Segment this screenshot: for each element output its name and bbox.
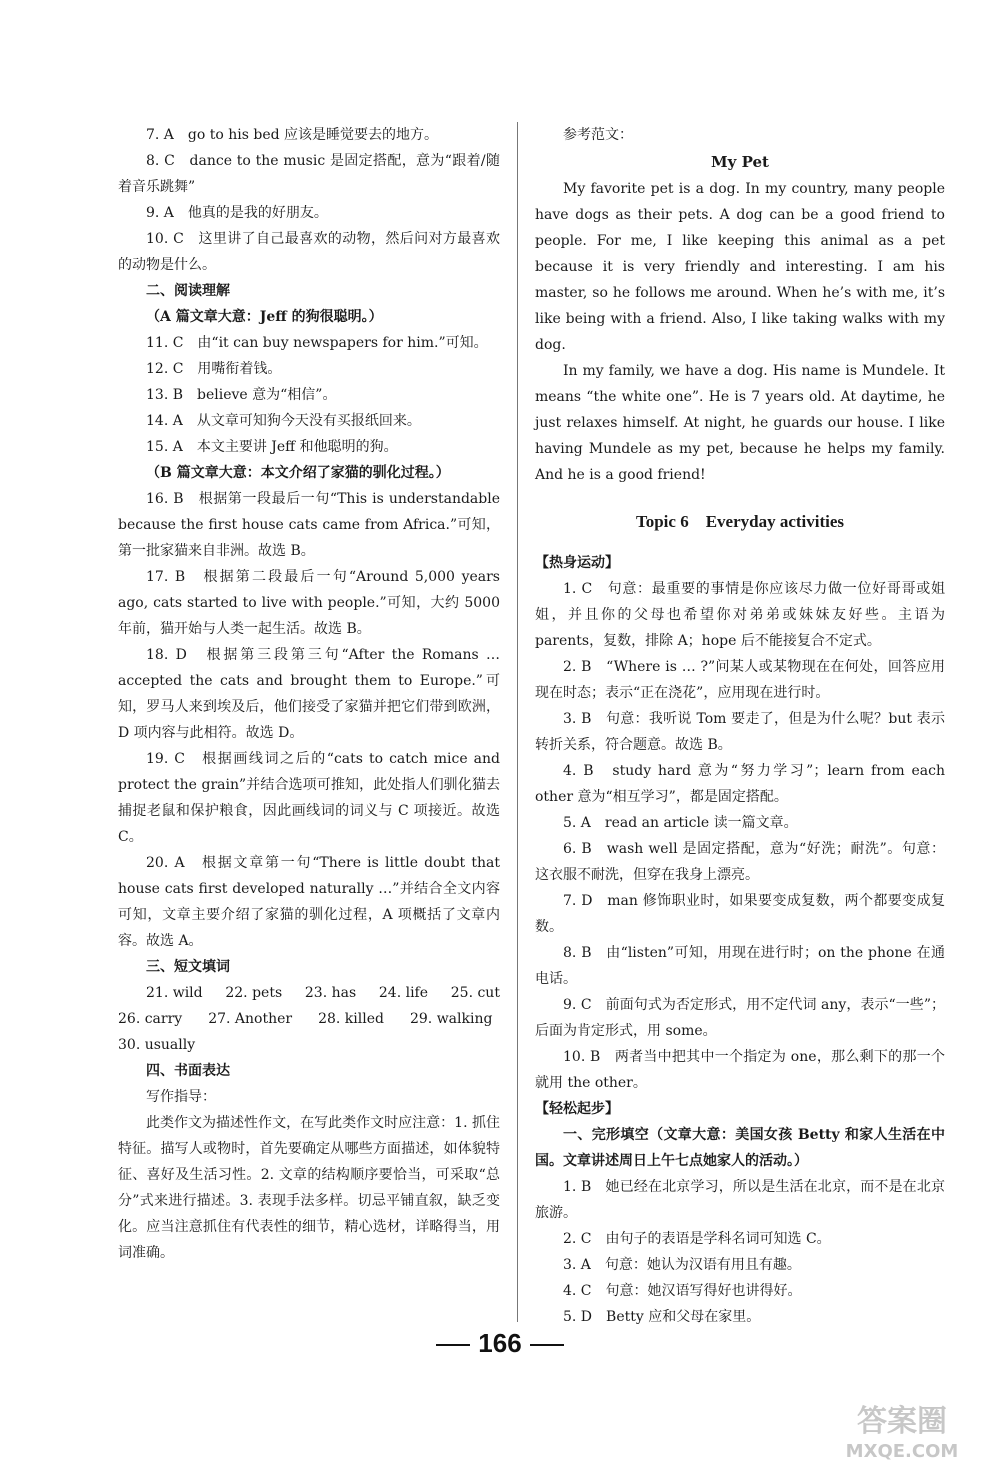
writing-guide-text: 此类作文为描述性作文，在写此类作文时应注意：1. 抓住特征。描写人或物时，首先要确定从哪些方面描述，如体貌特征、喜好及生活习性。2. 文章的结构顺序要恰当，可采取“总分”式来进行描述。3. 表现手法多样。切忌平铺直叙，缺乏变化。应当注意抓住有代表性的细节，精心选材，详略得当，用词准确。	[118, 1115, 500, 1261]
topic-title: Topic 6 Everyday activities	[635, 512, 845, 531]
answer-item: 19. C 根据画线词之后的“cats to catch mice and protect the grain”并结合选项可推知，此处指人们驯化猫去捕捉老鼠和保护粮食，因此画线词的词义与 C 项接近。故选 C。	[118, 751, 500, 845]
answer-item: 15. A 本文主要讲 Jeff 和他聪明的狗。	[146, 439, 398, 455]
writing-guide-label: 写作指导：	[146, 1089, 216, 1105]
answer-item: 14. A 从文章可知狗今天没有买报纸回来。	[146, 413, 421, 429]
cloze-answer: 26. carry	[118, 1011, 183, 1027]
page-number-dash-right	[530, 1344, 564, 1346]
sample-essay-label: 参考范文：	[563, 127, 633, 143]
answer-item: 8. B 由“listen”可知，用现在进行时；on the phone 在通电话。	[535, 945, 945, 987]
answer-item: 4. B study hard 意为“努力学习”；learn from each other 意为“相互学习”，都是固定搭配。	[535, 763, 945, 805]
page-number-dash-left	[436, 1344, 470, 1346]
answer-item: 13. B believe 意为“相信”。	[146, 387, 337, 403]
section-heading-warmup: 【热身运动】	[535, 555, 619, 571]
answer-item: 1. C 句意：最重要的事情是你应该尽力做一位好哥哥或姐姐，并且你的父母也希望你对弟弟或妹妹友好些。主语为 parents，复数，排除 A；hope 后不能接复合不定式。	[535, 581, 945, 649]
essay-title: My Pet	[711, 153, 769, 171]
answer-item: 7. D man 修饰职业时，如果要变成复数，两个都要变成复数。	[535, 893, 945, 935]
answer-item: 5. A read an article 读一篇文章。	[563, 815, 798, 831]
cloze-answer: 24. life	[378, 985, 429, 1001]
answer-item: 2. B “Where is … ?”问某人或某物现在在何处，回答应用现在时态；表示“正在浇花”，应用现在进行时。	[535, 659, 945, 701]
cloze-answer: 27. Another	[208, 1011, 293, 1027]
passage-a-summary: （A 篇文章大意：Jeff 的狗很聪明。）	[146, 309, 383, 325]
cloze-answer: 30. usually	[118, 1037, 196, 1053]
column-divider	[517, 122, 518, 1322]
answer-item: 11. C 由“it can buy newspapers for him.”可知。	[146, 335, 488, 351]
answer-item: 9. A 他真的是我的好朋友。	[146, 205, 328, 221]
section-heading-writing: 四、书面表达	[146, 1063, 230, 1079]
answer-item: 18. D 根据第三段第三句“After the Romans … accepted the cats and brought them to Europe.”可知，罗马人来到埃及后，他们接受了家猫并把它们带到欧洲，D 项内容与此相符。故选 D。	[118, 647, 500, 741]
section-heading-cloze: 三、短文填词	[146, 959, 230, 975]
cloze-answers-row	[118, 980, 500, 1006]
answer-item: 16. B 根据第一段最后一句“This is understandable because the first house cats came from Africa.”可知，第一批家猫来自非洲。故选 B。	[118, 491, 500, 559]
answer-item: 12. C 用嘴衔着钱。	[146, 361, 282, 377]
answer-item: 6. B wash well 是固定搭配，意为“好洗；耐洗”。句意：这衣服不耐洗，但穿在我身上漂亮。	[535, 841, 945, 883]
answer-item: 17. B 根据第二段最后一句“Around 5,000 years ago, cats started to live with people.”可知，大约 5000 年前，猫开始与人类一起生活。故选 B。	[118, 569, 500, 637]
answer-item: 3. B 句意：我听说 Tom 要走了，但是为什么呢？but 表示转折关系，符合题意。故选 B。	[535, 711, 945, 753]
answer-item: 7. A go to his bed 应该是睡觉要去的地方。	[146, 127, 439, 143]
watermark-url: MXQE.COM	[845, 1441, 959, 1462]
watermark-text: 答案圈	[857, 1404, 947, 1439]
answer-item: 10. B 两者当中把其中一个指定为 one，那么剩下的那一个就用 the other。	[535, 1049, 945, 1091]
sample-essay	[535, 176, 945, 488]
answer-item: 4. C 句意：她汉语写得好也讲得好。	[563, 1283, 802, 1299]
watermark-logo	[822, 1393, 982, 1463]
cloze-answer: 28. killed	[318, 1011, 384, 1027]
answer-item: 9. C 前面句式为否定形式，用不定代词 any，表示“一些”；后面为肯定形式，用 some。	[535, 997, 945, 1039]
cloze-answer: 23. has	[304, 985, 357, 1001]
cloze-answer: 22. pets	[225, 985, 283, 1001]
answer-item: 2. C 由句子的表语是学科名词可知选 C。	[563, 1231, 831, 1247]
cloze-answer: 21. wild	[146, 985, 203, 1001]
page-number	[0, 1328, 1000, 1359]
cloze-section-heading: 一、完形填空（文章大意：美国女孩 Betty 和家人生活在中国。文章讲述周日上午七点她家人的活动。）	[535, 1127, 945, 1169]
left-column	[118, 122, 500, 1266]
cloze-answer: 25. cut	[450, 985, 500, 1001]
answer-item: 3. A 句意：她认为汉语有用且有趣。	[563, 1257, 801, 1273]
right-column	[535, 122, 945, 1330]
answer-item: 5. D Betty 应和父母在家里。	[563, 1309, 761, 1325]
cloze-answer: 29. walking	[409, 1011, 493, 1027]
page-number-text: 166	[478, 1328, 522, 1358]
cloze-answers-row	[118, 1006, 500, 1032]
essay-paragraph: My favorite pet is a dog. In my country, many people have dogs as their pets. A dog can be a good friend to people. For me, I like keeping this animal as a pet because it is very friendly and interesting. I am his master, so he follows me around. When he’s with me, it’s like being with a friend. Also, I like taking walks with my dog.	[535, 181, 945, 353]
answer-item: 20. A 根据文章第一句“There is little doubt that house cats first developed naturally …”并结合全文内容可知，文章主要介绍了家猫的驯化过程，A 项概括了文章内容。故选 A。	[118, 855, 500, 949]
answer-item: 1. B 她已经在北京学习，所以是生活在北京，而不是在北京旅游。	[535, 1179, 945, 1221]
answer-item: 10. C 这里讲了自己最喜欢的动物，然后问对方最喜欢的动物是什么。	[118, 231, 500, 273]
answer-item: 8. C dance to the music 是固定搭配，意为“跟着/随着音乐跳舞”	[118, 153, 500, 195]
section-heading-easystart: 【轻松起步】	[535, 1101, 619, 1117]
section-heading-reading: 二、阅读理解	[146, 283, 230, 299]
essay-paragraph: In my family, we have a dog. His name is Mundele. It means “the white one”. He is 7 years old. At daytime, he just relaxes himself. At night, he guards our house. I like having Mundele as my pet, because he helps my family. And he is a good friend!	[535, 363, 945, 483]
passage-b-summary: （B 篇文章大意：本文介绍了家猫的驯化过程。）	[146, 465, 450, 481]
